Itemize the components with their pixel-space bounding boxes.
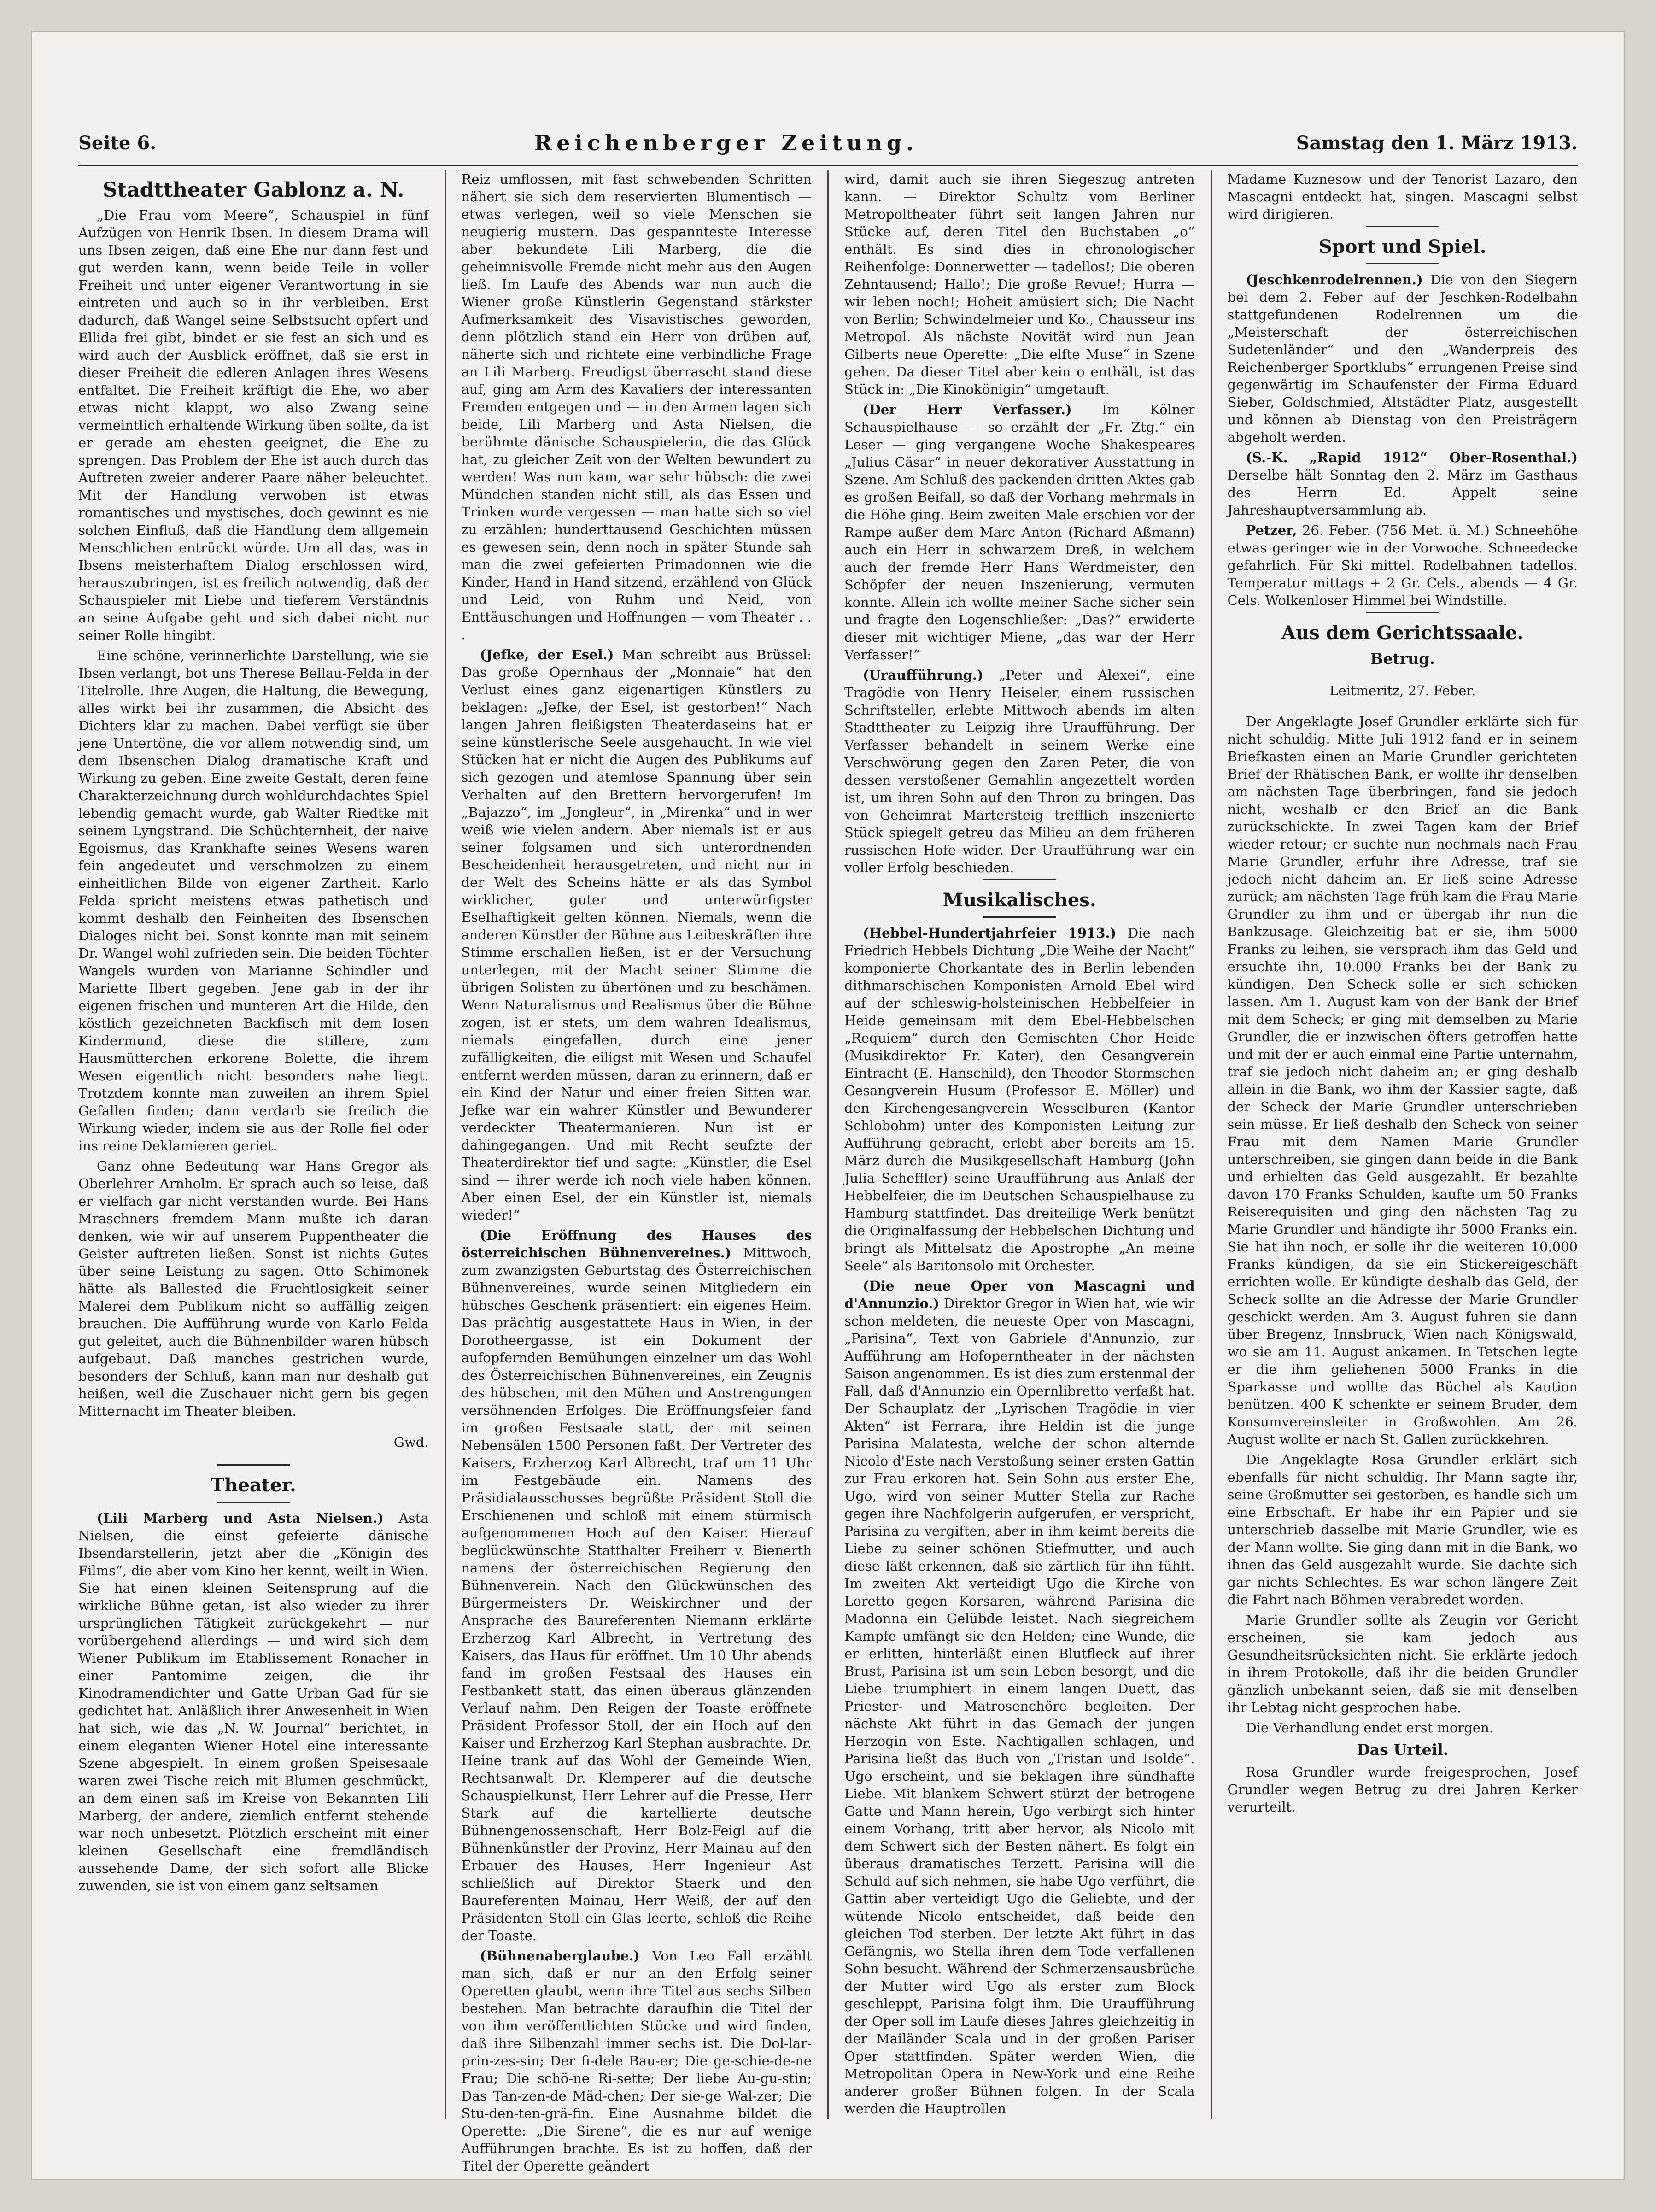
dateline: Leitmeritz, 27. Feber. xyxy=(1329,683,1476,698)
article-paragraph xyxy=(1228,522,1578,609)
article-paragraph: Eine schöne, verinnerlichte Darstellung, wie sie Ibsen verlangt, bot uns Therese Bellau-Felda in der Titelrolle. Ihre Augen, die Haltung, die Bewegung, alles wirkt bei ihr zusammen, die Absicht des Dichters klar zu machen. Dabei verfügt sie über jene Untertöne, die vor allem notwendig sind, um dem Ibsenschen Dialog dramatische Kraft und Wirkung zu geben. Eine zweite Gestalt, deren feine Charakterzeichnung durch wohldurchdachtes Spiel lebendig gemacht wurde, gab Walter Riedtke mit seinem Lyngstrand. Die Schüchternheit, der naive Egoismus, das Krankhafte seines Wesens waren fein angedeutet und verschmolzen zu einem einheitlichen Bilde von eigener Zartheit. Karlo Felda spricht meistens etwas pathetisch und kommt deshalb den Feinheiten des Ibsenschen Dialoges nicht bei. Sonst konnte man mit seinem Dr. Wangel wohl zufrieden sein. Die beiden Töchter Wangels wurden von Marianne Schindler und Mariette Ilbert gegeben. Jene gab in der ihr eigenen frischen und munteren Art die Hilde, den köstlich gezeichneten Backfisch mit dem losen Kindermund, diese die stillere, zum Hausmütterchen erkorene Bolette, die ihrem Wesen eigentlich nicht besonders nahe liegt. Trotzdem konnte man zuweilen an ihrem Spiel Gefallen finden; dann verdarb sie freilich die Wirkung wieder, indem sie aus der Rolle fiel oder ins reine Deklamieren geriet. xyxy=(78,648,429,1154)
newspaper-page xyxy=(32,32,1624,2179)
section-heading-gerichtssaal: Aus dem Gerichtssaale. xyxy=(1281,622,1524,644)
article-paragraph xyxy=(844,924,1195,1274)
article-kicker: (Die neue Oper von Mascagni und d'Annunzio.) xyxy=(844,1278,1195,1311)
page-number: Seite 6. xyxy=(78,132,157,154)
article-paragraph xyxy=(844,401,1195,663)
article-paragraph: „Die Frau vom Meere“, Schauspiel in fünf Aufzügen von Henrik Ibsen. In diesem Drama will uns Ibsen zeigen, daß eine Ehe nur dann fest und gut werden kann, wenn beide Teile in voller Freiheit und unter eigener Verantwortung in sie eintreten und auch so in ihr verbleiben. Erst dadurch, daß Wangel seine Selbstsucht opfert und Ellida frei gibt, bindet er sie fest an sich und es wird auch der Ausblick eröffnet, daß sie erst in dieser Freiheit die edleren Anlagen ihres Wesens entfaltet. Die Freiheit kräftigt die Ehe, wo aber etwas nicht klappt, wo also Zwang seine vermeintlich erhaltende Wirkung üben sollte, da ist er gerade am ehesten geeignet, die Ehe zu sprengen. Das Problem der Ehe ist auch durch das Auftreten zweier anderer Paare näher beleuchtet. Mit der Handlung verwoben ist etwas romantisches und mystisches, doch gewinnt es nie solchen Einfluß, daß die Handlung dem allgemein Menschlichen entrückt würde. Um all das, was in Ibsens meisterhaftem Dialog erschlossen wird, herauszubringen, ist es freilich notwendig, daß der Schauspieler mit Liebe und tieferem Verständnis an seine Aufgabe geht und sich dabei nicht nur seiner Rolle hingibt. xyxy=(78,207,429,643)
article-kicker: (Der Herr Verfasser.) xyxy=(863,402,1072,417)
article-kicker: (S.-K. „Rapid 1912“ Ober-Rosenthal.) xyxy=(1246,450,1578,465)
article-paragraph: Madame Kuznesow und der Tenorist Lazaro, den Mascagni entdeckt hat, singen. Mascagni selbst wird dirigieren. xyxy=(1227,171,1578,222)
article-text: Mittwoch, zum zwanzigsten Geburtstag des Österreichischen Bühnenvereines, wurde seinen Mitgliedern ein hübsches Geschenk präsentiert: ein eigenes Heim. Das prächtig ausgestattete Haus in Wien, in der Dorotheergasse, ist ein Dokument der aufopfernden Bemühungen einzelner um das Wohl des Österreichischen Bühnenvereines, ein Zeugnis des hübschen, mit den Mühen und Anstrengungen versöhnenden Erfolges. Die Eröffnungsfeier fand im großen Festsaale statt, der mit seinen Nebensälen 1500 Personen faßt. Der Vertreter des Kaisers, Erzherzog Karl Albrecht, traf um 11 Uhr im Festgebäude ein. Namens des Präsidialausschusses begrüßte Präsident Stoll die Erschienenen und schloß mit einem stürmisch aufgenommenen Hoch auf den Kaiser. Hierauf beglückwünschte Statthalter Freiherr v. Bienerth namens der österreichischen Regierung den Bühnenverein. Nach den Glückwünschen des Bürgermeisters Dr. Weiskirchner und der Ansprache des Baureferenten Niemann erklärte Erzherzog Karl Albrecht, in Vertretung des Kaisers, das Haus für eröffnet. Um 10 Uhr abends fand im großen Festsaal des Hauses ein Festbankett statt, das einen überaus glänzenden Verlauf nahm. Den Reigen der Toaste eröffnete Präsident Professor Stoll, der ein Hoch auf den Kaiser und Erzherzog Karl Stephan ausbrachte. Dr. Heine trank auf das Wohl der Gemeinde Wien, Rechtsanwalt Dr. Klemperer auf die deutsche Schauspielkunst, Herr Lehrer auf die Presse, Herr Stark auf die kartellierte deutsche Bühnengenossenschaft, Herr Bolz-Feigl auf die Bühnenkünstler der Provinz, Herr Mainau auf den Erbauer des Hauses, Herr Ingenieur Ast schließlich auf Direktor Staerk und den Baureferenten Mainau, Herr Weiß, der auf den Präsidenten Stoll ein Glas leerte, schloß die Reihe der Toaste. xyxy=(461,1245,812,1943)
article-kicker: (Hebbel-Hundertjahrfeier 1913.) xyxy=(863,925,1117,941)
newspaper-title: Reichenberger Zeitung. xyxy=(534,130,919,155)
issue-date: Samstag den 1. März 1913. xyxy=(1296,132,1578,154)
article-text: Derselbe hält Sonntag den 2. März im Gasthaus des Herrn Ed. Appelt seine Jahreshauptversammlung ab. xyxy=(1227,467,1578,518)
article-paragraph xyxy=(462,646,812,1224)
article-paragraph: Reiz umflossen, mit fast schwebenden Schritten nähert sie sich dem reservierten Blumentisch — etwas verlegen, weil so viele Menschen sie neugierig mustern. Das gespannteste Interesse aber bekundete Lili Marberg, die die geheimnisvolle Fremde nicht mehr aus den Augen ließ. Im Laufe des Abends war nun auch die Wiener große Künstlerin Gegenstand stärkster Aufmerksamkeit des Visavistisches geworden, denn plötzlich stand ein Herr von drüben auf, näherte sich und richtete eine verbindliche Frage an Lili Marberg. Freudigst überrascht stand diese auf, ging am Arm des Kavaliers der interessanten Fremden entgegen und — in den Armen lagen sich beide, Lili Marberg und Asta Nielsen, die berühmte dänische Schauspielerin, die das Glück hat, zu gleicher Zeit von der Welten bewundert zu werden! Was nun kam, war sehr hübsch: die zwei Mündchen standen nicht still, als das Essen und Trinken wurde vergessen — man hatte sich so viel zu erzählen; hunderttausend Geschichten müssen es gewesen sein, denn noch in später Stunde sah man die zwei gefeierten Primadonnen wie die Kinder, Hand in Hand sitzend, erzählend von Glück und Leid, von Ruhm und Neid, von Enttäuschungen und Hoffnungen — vom Theater . . . xyxy=(461,171,812,642)
article-kicker: (Jeschkenrodelrennen.) xyxy=(1246,272,1423,288)
article-kicker: (Jefke, der Esel.) xyxy=(480,647,614,663)
section-divider xyxy=(217,1502,290,1503)
subheading-urteil: Das Urteil. xyxy=(1357,1741,1449,1759)
article-paragraph xyxy=(844,1277,1195,2118)
article-text: Die von den Siegern bei dem 2. Feber auf der Jeschken-Rodelbahn stattgefundenen Rodelrennen um die „Meisterschaft der österreichischen Sudetenländer“ und den „Wanderpreis des Reichenberger Sportklubs“ errungenen Preise sind gegenwärtig im Schaufenster der Firma Eduard Sieber, Goldschmied, Altstädter Platz, ausgestellt und können ab Dienstag von den Preisträgern abgeholt werden. xyxy=(1227,272,1578,445)
article-text: Die nach Friedrich Hebbels Dichtung „Die Weihe der Nacht“ komponierte Chorkantate des in Berlin lebenden dithmarschischen Komponisten Arnold Ebel wird auf der schleswig-holsteinischen Hebbelfeier in Heide gemeinsam mit dem Ebel-Hebbelschen „Requiem“ durch den Gemischten Chor Heide (Musikdirektor Fr. Kater), den Gesangverein Eintracht (E. Hanschild), den Theodor Stormschen Gesangverein Husum (Professor E. Möller) und den Kirchengesangverein Wesselburen (Kantor Schlobohm) unter des Komponisten Leitung zur Aufführung gebracht, erlebt aber bereits am 15. März durch die Musikgesellschaft Hamburg (John Julia Scheffler) seine Uraufführung aus Anlaß der Hebbelfeier, die im Deutschen Schauspielhause zu Hamburg stattfindet. Das dreiteilige Werk benützt die Originalfassung der Hebbelschen Dichtung und bringt als Mittelsatz die Apostrophe „An meine Seele“ als Baritonsolo mit Orchester. xyxy=(844,925,1195,1273)
page-header xyxy=(78,122,1578,166)
section-divider xyxy=(1366,612,1439,613)
article-paragraph: Marie Grundler sollte als Zeugin vor Gericht erscheinen, sie kam jedoch aus Gesundheitsrücksichten nicht. Sie erklärte jedoch in ihrem Protokolle, daß ihr die beiden Grundler gänzlich unbekannt seien, daß sie mit denselben ihr Lebtag nicht gesprochen habe. xyxy=(1227,1612,1578,1715)
article-paragraph: Rosa Grundler wurde freigesprochen, Josef Grundler wegen Betrug zu drei Jahren Kerker verurteilt. xyxy=(1227,1764,1578,1815)
article-text: Asta Nielsen, die einst gefeierte dänische Ibsendarstellerin, jetzt aber die „Königin des Films“, die aber vom Kino her kennt, weilt in Wien. Sie hat einen kleinen Seitensprung auf die wirkliche Bühne getan, ist also wieder zu ihrer ursprünglichen Tätigkeit zurückgekehrt — nur vorübergehend allerdings — und wird sich dem Wiener Publikum im Etablissement Ronacher in einer Pantomime zeigen, die ihr Kinodramendichter und Gatte Urban Gad für sie gedichtet hat. Anläßlich ihrer Anwesenheit in Wien hat sich, wie das „N. W. Journal“ berichtet, in einem eleganten Wiener Hotel eine interessante Szene abgespielt. In einem großen Speisesaale waren zwei Tische reich mit Blumen geschmückt, an dem einen saß im Kreise von Bekannten Lili Marberg, der andere, ziemlich entfernt stehende war noch unbesetzt. Plötzlich erscheint mit einer kleinen Gesellschaft eine fremdländisch aussehende Dame, der sich sofort alle Blicke zuwenden, sie ist von einem ganz seltsamen xyxy=(78,1510,429,1894)
article-paragraph: Der Angeklagte Josef Grundler erklärte sich für nicht schuldig. Mitte Juli 1912 fand er in seinem Briefkasten einen an Marie Grundler gerichteten Brief der Rhätischen Bank, er wollte ihr denselben am nächsten Tage überbringen, fand sie jedoch nicht, weshalb er den Brief an die Bank zurückschickte. In zwei Tagen kam der Brief wieder retour; er suchte nun nochmals nach Frau Marie Grundler, erfuhr ihre Adresse, traf sie jedoch nicht daheim an. Er ließ seine Adresse zurück; am nächsten Tage früh kam die Frau Marie Grundler zu ihm und er übergab ihr nun die Bankzusage. Gleichzeitig bat er sie, ihm 5000 Franks zu leihen, sie versprach ihm das Geld und ersuchte ihn, 10.000 Franks bei der Bank zu kündigen. Den Scheck solle er sich schicken lassen. Am 1. August kam von der Bank der Brief mit dem Scheck; er ging mit demselben zu Marie Grundler, die er inzwischen öfters getroffen hatte und mit der er auch einmal eine Partie unternahm, traf sie jedoch nicht daheim an; er ging deshalb allein in die Bank, wo ihm der Kassier sagte, daß der Scheck der Marie Grundler unterschrieben sein müsse. Er ließ deshalb den Scheck von seiner Frau mit dem Namen Marie Grundler unterschreiben, sie gingen dann beide in die Bank und erhielten das Geld ausgezahlt. Er bezahlte davon 170 Franks Schulden, kaufte um 50 Franks Reiserequisiten und ging den nächsten Tag zu Marie Grundler und händigte ihr 5000 Franks ein. Sie hat ihn noch, er solle ihr die weiteren 10.000 Franks kündigen, da sie ein Stickereigeschäft errichten wolle. Er kündigte deshalb das Geld, der Scheck sollte an die Adresse der Marie Grundler geschickt werden. Am 3. August fuhren sie dann über Bregenz, Innsbruck, Wien nach Königswald, wo sie am 11. August ankamen. In Tetschen legte er die ihm geliehenen 5000 Franks in die Sparkasse und wollte das Büchel als Kaution benützen. 400 K schenkte er seinem Bruder, dem Konsumvereinsleiter in Großwohlen. Am 26. August wollte er nach St. Gallen zurückkehren. xyxy=(1227,714,1578,1447)
article-kicker: Petzer, xyxy=(1246,522,1297,538)
article-columns xyxy=(78,170,1578,2174)
article-text: 26. Feber. (756 Met. ü. M.) Schneehöhe etwas geringer wie in der Vorwoche. Schneedecke gefahrlich. Für Ski mittel. Rodelbahnen tadellos. Temperatur mittags + 2 Gr. Cels., abends — 4 Gr. Cels. Wolkenloser Himmel bei Windstille. xyxy=(1227,522,1578,608)
article-text: Von Leo Fall erzählt man sich, daß er nur an den Erfolg seiner Operetten glaubt, wenn ihre Titel aus sechs Silben bestehen. Man betrachte daraufhin die Titel der von ihm veröffentlichten Stücke und wird finden, daß ihre Silbenzahl immer sechs ist. Die Dol-lar-prin-zes-sin; Der fi-dele Bau-er; Die ge-schie-de-ne Frau; Die schö-ne Ri-sette; Der liebe Au-gu-stin; Das Tan-zen-de Mäd-chen; Der sie-ge Wal-zer; Die Stu-den-ten-grä-fin. Eine Ausnahme bildet die Operette: „Die Sirene“, die es nur auf wenige Aufführungen brachte. Es ist zu hoffen, daß der Titel der Operette geändert xyxy=(461,1948,812,2174)
article-text: Im Kölner Schauspielhause — so erzählt der „Fr. Ztg.“ ein Leser — ging vergangene Woche Shakespeares „Julius Cäsar“ in neuer dekorativer Ausstattung in Szene. Am Schluß des packenden dritten Aktes gab es großen Beifall, so daß der Vorhang mehrmals in die Höhe ging. Beim zweiten Male erschien vor der Rampe außer dem Marc Anton (Richard Aßmann) auch ein Herr in schwarzem Dreß, in welchem auch der fremde Herr Hans Werdmeister, den Schöpfer der neuen Inszenierung, vermuten konnte. Allein ich wollte meiner Sache sicher sein und fragte den Logenschließer: „Das?“ erwiderte dieser mit wichtiger Miene, „das war der Herr Verfasser!“ xyxy=(844,402,1195,663)
author-signature: Gwd. xyxy=(393,1434,429,1450)
section-heading-sport: Sport und Spiel. xyxy=(1318,236,1486,258)
article-paragraph xyxy=(844,666,1195,876)
section-divider xyxy=(1366,263,1439,264)
section-heading-musikalisches: Musikalisches. xyxy=(942,889,1096,911)
article-paragraph xyxy=(1228,271,1578,446)
column-4 xyxy=(1212,170,1578,2119)
subheading-betrug: Betrug. xyxy=(1370,650,1435,668)
article-kicker: (Uraufführung.) xyxy=(863,667,983,683)
section-divider xyxy=(1366,226,1439,227)
article-paragraph: Die Angeklagte Rosa Grundler erklärt sich ebenfalls für nicht schuldig. Ihr Mann sagte ihr, seine Großmutter sei gestorben, es handle sich um eine Erbschaft. Er habe ihr ein Papier und sie unterschrieb dasselbe mit Marie Grundler, wie es der Mann wollte. Sie ging dann mit in die Bank, wo ihnen das Geld ausgezahlt wurde. Sie dachte sich gar nichts Schlechtes. Es war schon längere Zeit die Fahrt nach Böhmen verabredet worden. xyxy=(1227,1452,1578,1608)
article-kicker: (Bühnenaberglaube.) xyxy=(480,1948,640,1964)
section-divider xyxy=(217,1464,290,1466)
column-2 xyxy=(446,170,829,2174)
section-divider xyxy=(983,916,1056,918)
article-paragraph: Die Verhandlung endet erst morgen. xyxy=(1246,1720,1493,1736)
article-paragraph xyxy=(462,1947,812,2175)
article-text: Man schreibt aus Brüssel: Das große Opernhaus der „Monnaie“ hat den Verlust eines ganz eigenartigen Künstlers zu beklagen: „Jefke, der Esel, ist gestorben!“ Nach langen Jahren fleißigsten Theaterdaseins hat er seine künstlerische Seele ausgehaucht. In wie viel Stücken hat er nicht die Augen des Publikums auf sich gezogen und atemlose Spannung über sein Verhalten auf den Brettern hervorgerufen! Im „Bajazzo“, im „Jongleur“, in „Mirenka“ und in wer weiß wie vielen andern. Aber niemals ist er aus seiner folgsamen und sich unterordnenden Bescheidenheit herausgetreten, und nicht nur in der Welt des Scheins hätte er als das Symbol wirklicher, guter und unterwürfigster Eselhaftigkeit gelten können. Niemals, wenn die anderen Künstler der Bühne aus Leibeskräften ihre Stimme erschallen ließen, ist er der Versuchung unterlegen, mit der Macht seiner Stimme die übrigen Solisten zu übertönen und zu beschämen. Wenn Naturalismus und Realismus über die Bühne zogen, ist er stets, um dem wahren Idealismus, niemals eingefallen, durch eine jener zufälligkeiten, die eiligst mit Wesen und Schaufel entfernt werden müssen, daran zu erinnern, daß er ein Kind der Natur und einer freien Sitten war. Jefke war ein wahrer Künstler und Bewunderer verdeckter Theatermanieren. Nun ist er dahingegangen. Und mit Recht seufzte der Theaterdirektor tief und sagte: „Künstler, die Esel sind — ihrer werde ich noch viele haben können. Aber einen Esel, der ein Künstler ist, niemals wieder!“ xyxy=(461,647,812,1223)
section-heading-stadttheater: Stadttheater Gablonz a. N. xyxy=(103,178,404,202)
article-paragraph: wird, damit auch sie ihren Siegeszug antreten kann. — Direktor Schultz vom Berliner Metropoltheater führt seit langen Jahren nur Stücke auf, deren Titel den Buchstaben „o“ enthält. Es sind dies in chronologischer Reihenfolge: Donnerwetter — tadellos!; Die oberen Zehntausend; Hallo!; Die große Revue!; Hurra — wir leben noch!; Hoheit amüsiert sich; Die Nacht von Berlin; Schwindelmeier und Ko., Chausseur ins Metropol. Als nächste Novität wird nun Jean Gilberts neue Operette: „Die elfte Muse“ in Szene gehen. Da dieser Titel aber kein o enthält, ist das Stück in: „Die Kinokönigin“ umgetauft. xyxy=(844,171,1195,397)
section-divider xyxy=(983,879,1056,880)
article-paragraph xyxy=(462,1226,812,1944)
article-text: Direktor Gregor in Wien hat, wie wir schon meldeten, die neueste Oper von Mascagni, „Parisina“, Text von Gabriele d'Annunzio, zur Aufführung am Hofoperntheater in der nächsten Saison angenommen. Es ist dies zum erstenmal der Fall, daß d'Annunzio ein Opernlibretto verfaßt hat. Der Schauplatz der „Lyrischen Tragödie in vier Akten“ ist Ferrara, ihre Heldin ist die junge Parisina Malatesta, welche der schon alternde Nicolo d'Este nach Verstoßung seiner ersten Gattin zur Frau erkoren hat. Sein Sohn aus erster Ehe, Ugo, wird von seiner Mutter Stella zur Rache gegen ihre Nachfolgerin aufgerufen, er verspricht, Parisina zu vergiften, aber in ihm keimt bereits die Liebe zu seiner schönen Stiefmutter, und auch diese läßt erkennen, daß sie zärtlich für ihn fühlt. Im zweiten Akt verteidigt Ugo die Kirche von Loretto gegen Korsaren, während Parisina die Madonna ein Gelübde leistet. Nach siegreichem Kampfe umfängt sie den Helden; eine Wunde, die er erlitten, hinterläßt einen Blutfleck auf ihrer Brust, Parisina ist um sein Leben besorgt, und die Liebe triumphiert in einem langen Duett, das Priester- und Matrosenchöre begleiten. Der nächste Akt führt in das Gemach der jungen Herzogin von Este. Nachtigallen schlagen, und Parisina ließt das Buch von „Tristan und Isolde“. Ugo erscheint, und sie beklagen ihre sündhafte Liebe. Mit blankem Schwert stürzt der betrogene Gatte und Mann herein, Ugo verbirgt sich hinter einem Vorhang, tritt aber hervor, als Nicolo mit dem Schwert sich der Besten nähert. Es folgt ein überaus dramatisches Terzett. Parisina will die Schuld auf sich nehmen, sie habe Ugo verführt, die Gattin aber verteidigt Ugo die Geliebte, und der wütende Nicolo entscheidet, daß beide den gleichen Tod sterben. Der letzte Akt führt in das Gefängnis, wo Stella ihren dem Tode verfallenen Sohn besucht. Während der Schmerzensausbrüche der Mutter wird Ugo als erster zum Block geschleppt, Parisina folgt ihm. Die Uraufführung der Oper soll im Laufe dieses Jahres gleichzeitig in der Mailänder Scala und in der großen Pariser Oper stattfinden. Später werden Wien, die Metropolitan Opera in New-York und eine Reihe anderer großer Bühnen folgen. In der Scala werden die Hauptrollen xyxy=(844,1296,1195,2117)
article-text: „Peter und Alexei“, eine Tragödie von Henry Heiseler, einem russischen Schriftsteller, erlebte Mittwoch abends im alten Stadttheater zu Leipzig ihre Uraufführung. Der Verfasser behandelt in seinem Werke eine Verschwörung gegen den Zaren Peter, die von dessen verstoßener Gemahlin angezettelt worden ist, um ihren Sohn auf den Thron zu bringen. Das von Geheimrat Martersteig trefflich inszenierte Stück spiegelt getreu das Milieu an dem früheren russischen Hofe wider. Der Uraufführung war ein voller Erfolg beschieden. xyxy=(844,667,1195,875)
article-paragraph xyxy=(1228,449,1578,519)
column-1 xyxy=(78,170,446,2119)
column-3 xyxy=(829,170,1212,2119)
article-kicker: (Lili Marberg und Asta Nielsen.) xyxy=(97,1510,384,1526)
article-kicker: (Die Eröffnung des Hauses des österreichischen Bühnenvereines.) xyxy=(461,1227,812,1261)
section-heading-theater: Theater. xyxy=(211,1474,296,1496)
article-paragraph xyxy=(78,1509,429,1895)
article-paragraph: Ganz ohne Bedeutung war Hans Gregor als Oberlehrer Arnholm. Er sprach auch so leise, daß er vielfach gar nicht verstanden wurde. Bei Hans Mraschners fremdem Mann mußte ich daran denken, wie wir auf unserem Puppentheater die Geister auftreten ließen. Sonst ist nichts Gutes über seine Leistung zu sagen. Otto Schimonek hätte als Ballested die Fruchtlosigkeit seiner Malerei dem Publikum nicht so auffällig zeigen brauchen. Die Aufführung wurde von Karlo Felda gut geleitet, auch die Bühnenbilder waren hübsch aufgebaut. Daß manches gestrichen wurde, besonders der Schluß, kann man nur deshalb gut heißen, weil die Zuschauer nicht gern bis gegen Mitternacht im Theater bleiben. xyxy=(78,1158,429,1419)
